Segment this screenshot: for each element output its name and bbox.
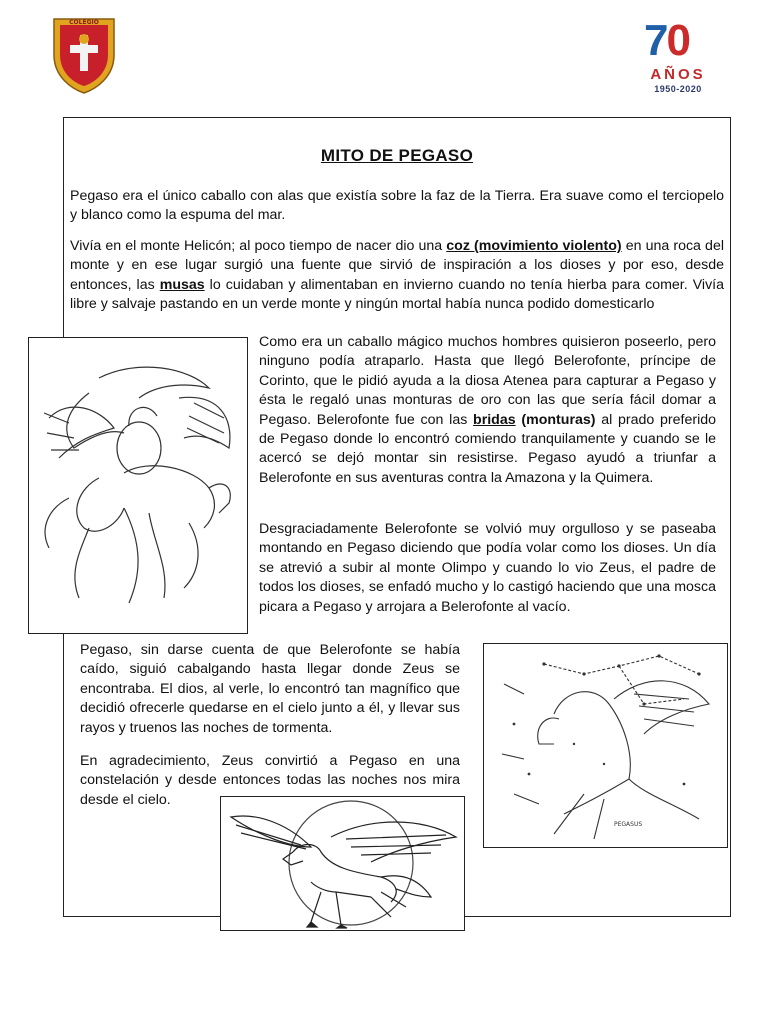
anniversary-logo (640, 18, 722, 100)
p2-text-a: Vivía en el monte Helicón; al poco tiempo de nacer dio una (70, 238, 447, 254)
page-title: MITO DE PEGASO (320, 146, 474, 165)
pegasus-constellation-illustration (483, 643, 728, 848)
p3-text-b: al prado preferido de Pegaso donde lo encontró comiendo tranquilamente y cuando se le acercó se dejó montar sin resistirse. Pegaso ayudó a triunfar a Belerofonte en sus aventuras contra la Amazona y la Quimera. (259, 411, 716, 486)
term-coz: coz (movimiento violento) (446, 238, 622, 254)
anniversary-range: 1950-2020 (654, 84, 702, 94)
p2-text-c: lo cuidaban y alimentaban en invierno cuando no tenía hierba para comer. Vivía libre y salvaje pastando en un verde monte y ningún mortal había nunca podido domesticarlo (70, 276, 724, 313)
anniversary-word: AÑOS (650, 66, 706, 83)
term-musas: musas (159, 276, 205, 293)
paragraph-2 (70, 237, 724, 315)
p3-text-a: Como era un caballo mágico muchos hombres quisieron poseerlo, pero ninguno podía atraparlo. Hasta que llegó Belerofonte, príncipe de Corinto, que le pidió ayuda a la diosa Atenea para capturar a Pegaso y ésta le regaló unas monturas de oro con las que sería fácil domar a Pegaso. Belerofonte fue con las (259, 334, 716, 428)
pegasus-silhouette-illustration (220, 796, 465, 931)
paragraph-1: Pegaso era el único caballo con alas que existía sobre la faz de la Tierra. Era suave como el terciopelo y blanco como la espuma del mar. (70, 188, 724, 224)
paragraph-5: Pegaso, sin darse cuenta de que Belerofonte se había caído, siguió cabalgando hasta llegar donde Zeus se encontraba. El dios, al verle, lo encontró tan magnífico que decidió ofrecerle quedarse en el cielo junto a él, y llevar sus rayos y truenos las noches de tormenta. (80, 642, 460, 736)
paragraph-3 (259, 333, 716, 488)
term-monturas: (monturas) (521, 411, 596, 428)
paragraph-6: En agradecimiento, Zeus convirtió a Pegaso en una constelación y desde entonces todas las noches nos mira desde el cielo. (80, 753, 460, 808)
svg-text:COLEGIO: COLEGIO (69, 19, 99, 26)
svg-text:PEGASUS: PEGASUS (614, 821, 643, 828)
anniversary-number: 70 (644, 16, 689, 65)
term-bridas: bridas (473, 411, 516, 428)
p2-text-b: en una roca del monte y en ese lugar surgió una fuente que sirvió de inspiración a los dioses y por eso, desde entonces, las (70, 238, 724, 293)
school-crest-logo (50, 15, 118, 95)
bellerophon-pegasus-illustration (28, 337, 248, 634)
paragraph-4: Desgraciadamente Belerofonte se volvió muy orgulloso y se paseaba montando en Pegaso diciendo que podía volar como los dioses. Un día se atrevió a subir al monte Olimpo y cuando lo vio Zeus, el padre de todos los dioses, se enfadó mucho y lo castigó haciendo que una mosca picara a Pegaso y arrojara a Belerofonte al vacío. (259, 521, 716, 615)
